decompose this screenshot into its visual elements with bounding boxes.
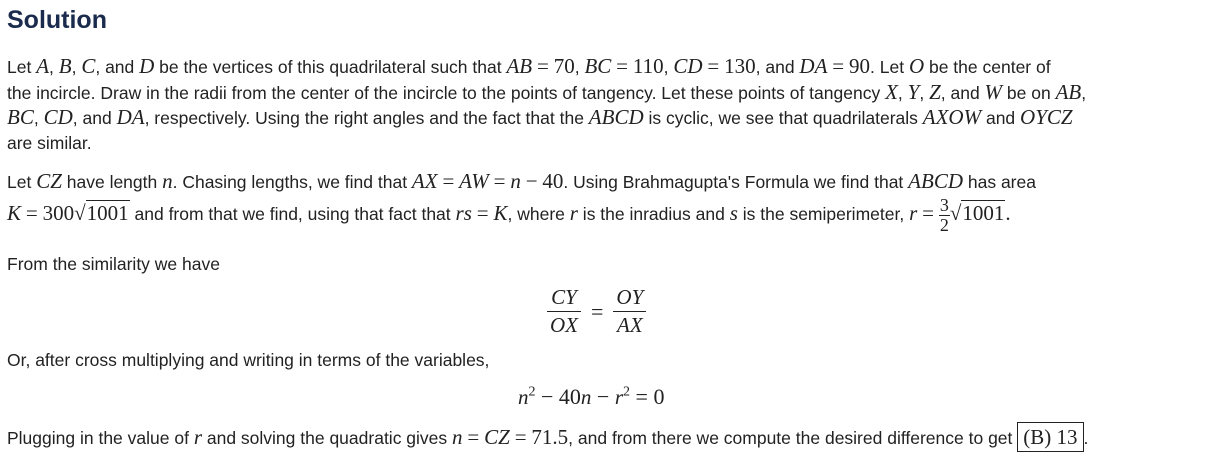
- paragraph-1-line-1: Let A, B, C, and D be the vertices of this quadrilateral such that AB = 70, BC = 110, CD = 130, and DA = 90. Let O be the center of: [7, 54, 1051, 78]
- paragraph-1-line-2: the incircle. Draw in the radii from the center of the incircle to the points of tangency. Let these points of tangency X, Y, Z, and W be on AB,: [7, 80, 1087, 104]
- fraction-oy-ax: $\frac{OY}{AX}$: [613, 284, 646, 339]
- solution-heading: Solution: [7, 6, 107, 34]
- paragraph-5: Plugging in the value of r and solving the quadratic gives n = CZ = 71.5, and from there we compute the desired difference to get (B) 13 .: [7, 422, 1088, 452]
- quadratic-equation: $n^2 - 40n - r^2 = 0$: [518, 384, 665, 409]
- paragraph-2-line-1: Let CZ have length n. Chasing lengths, we find that AX = AW = n − 40. Using Brahmagupta's Formula we find that ABCD has area: [7, 169, 1036, 193]
- paragraph-2-line-2: K = 300√1001 and from that we find, using that fact that rs = K, where r is the inradius and s is the semiperimeter, r = $\frac{3}{2}$ √1001.: [7, 195, 1011, 235]
- fraction-cy-ox: $\frac{CY}{OX}$: [547, 284, 581, 339]
- paragraph-4: Or, after cross multiplying and writing in terms of the variables,: [7, 350, 490, 370]
- paragraph-1-line-3: BC, CD, and DA, respectively. Using the right angles and the fact that the ABCD is cyclic, we see that quadrilaterals AXOW and OYCZ: [7, 105, 1073, 129]
- inradius-fraction: $\frac{3}{2}$: [939, 195, 949, 235]
- paragraph-3: From the similarity we have: [7, 254, 220, 274]
- answer-box: (B) 13: [1017, 422, 1083, 452]
- similarity-equation: $\frac{CY}{OX}$ = $\frac{OY}{AX}$: [547, 284, 646, 339]
- paragraph-1-line-4: are similar.: [7, 133, 92, 153]
